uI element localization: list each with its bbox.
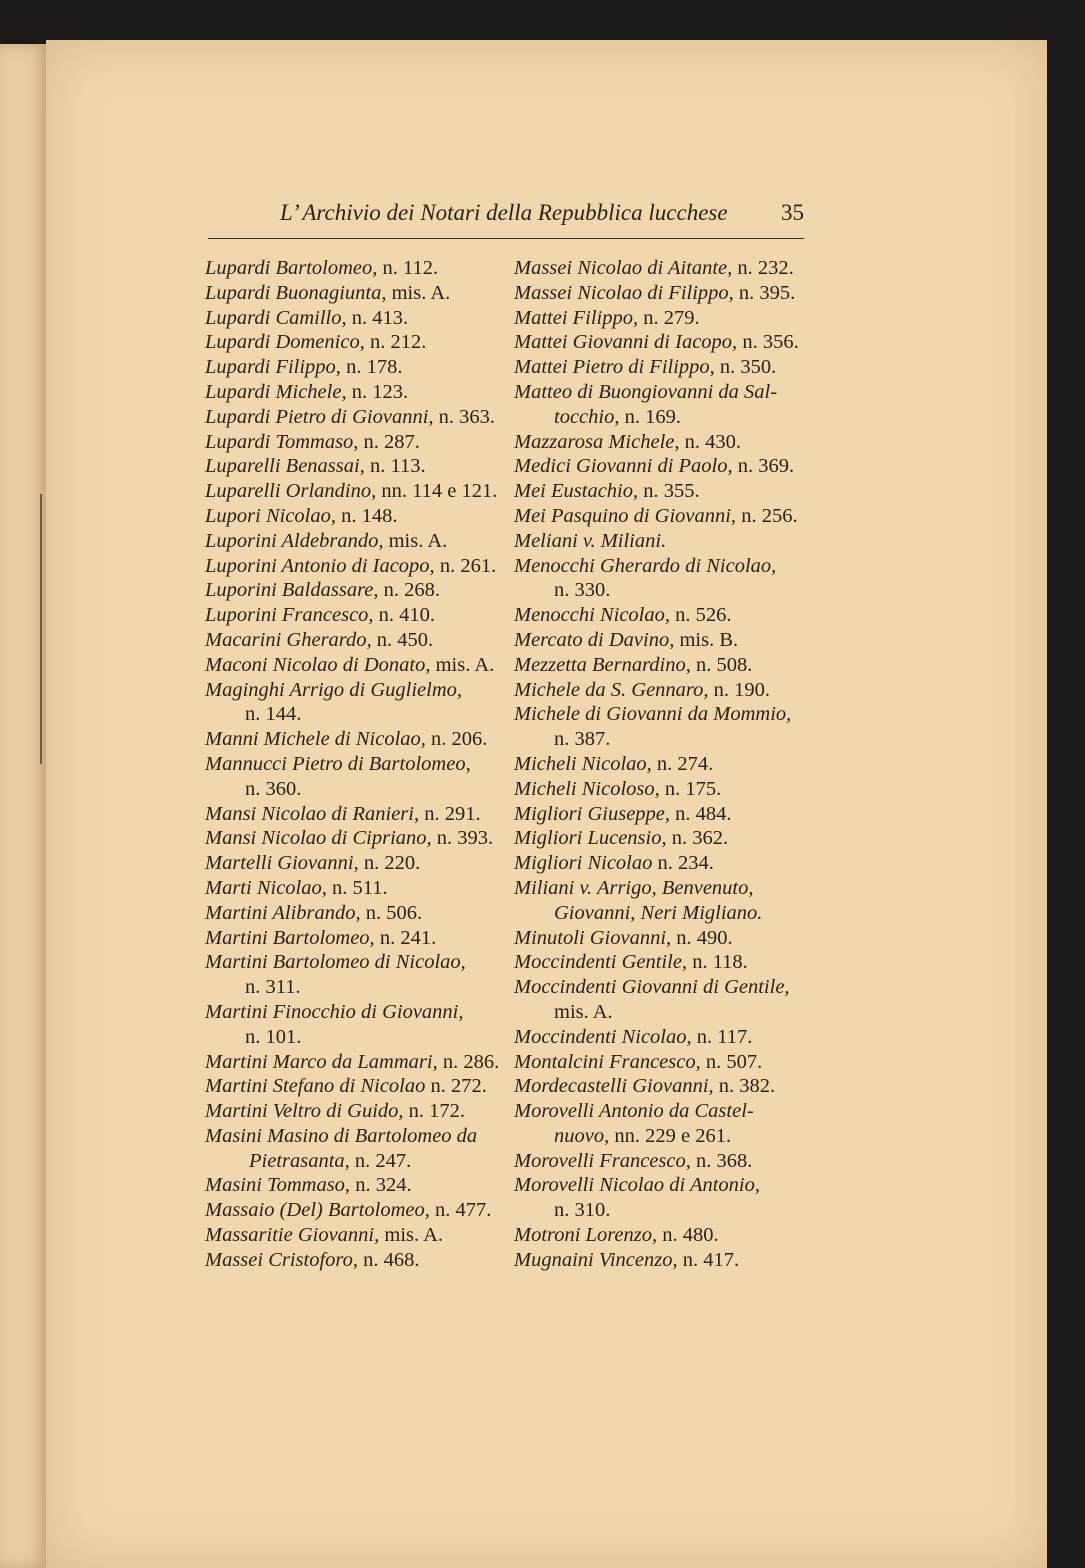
entry-reference: n. 310. [554,1199,611,1222]
index-entry [205,851,505,876]
index-entry [205,777,505,802]
entry-name: Mugnaini Vincenzo, [514,1248,678,1271]
index-entry [514,1000,814,1025]
index-entry [205,901,505,926]
index-entry [205,380,505,405]
index-entry [514,851,814,876]
index-entry [205,975,505,1000]
entry-name: Massei Nicolao di Filippo, [514,281,734,304]
index-entry [514,752,814,777]
entry-name: Martini Veltro di Guido, [205,1100,404,1123]
index-entry [514,901,814,926]
running-header [208,198,804,239]
index-entry [514,256,814,281]
entry-reference: mis. A. [379,1224,444,1247]
entry-reference: n. 175. [659,777,722,800]
index-entry [205,802,505,827]
index-entry [514,1074,814,1099]
entry-name: Mei Pasquino di Giovanni, [514,504,737,527]
entry-reference: n. 311. [245,976,301,999]
entry-reference: n. 356. [737,331,799,354]
entry-reference: n. 417. [677,1248,740,1271]
entry-name: Mattei Giovanni di Iacopo, [514,331,738,354]
index-entry [205,1099,505,1124]
index-entry [514,727,814,752]
entry-reference: n. 355. [638,480,700,503]
entry-reference: n. 363. [433,405,496,428]
entry-reference: n. 291. [419,802,481,825]
previous-page-edge [0,44,47,1568]
index-entry [205,405,505,430]
entry-reference: n. 368. [690,1149,753,1172]
entry-reference: n. 123. [346,380,409,403]
entry-reference: n. 178. [340,356,403,379]
index-entry [514,454,814,479]
index-entry [514,1173,814,1198]
entry-reference: mis. A. [430,653,495,676]
index-entry [205,752,505,777]
index-entry [205,355,505,380]
entry-reference: n. 508. [690,653,753,676]
entry-name: Menocchi Gherardo di Nicolao, [514,554,777,577]
entry-reference: n. 206. [425,728,488,751]
index-entry [514,777,814,802]
entry-name: Moccindenti Giovanni di Gentile, [514,976,790,999]
entry-reference: n. 256. [736,504,798,527]
entry-reference: n. 387. [554,728,611,751]
entry-name: Massei Nicolao di Aitante, [514,257,733,279]
entry-name: tocchio, [554,405,620,428]
entry-reference: n. 247. [349,1149,412,1172]
entry-reference: n. 362. [666,827,729,850]
index-entry [514,653,814,678]
entry-name: Mei Eustachio, [514,480,639,503]
entry-name: Mattei Pietro di Filippo, [514,356,715,379]
entry-reference: n. 490. [671,926,733,949]
index-entry [514,405,814,430]
index-entry [205,1025,505,1050]
entry-name: Masini Tommaso, [205,1174,351,1197]
entry-reference: n. 113. [364,455,426,478]
entry-name: Migliori Giuseppe, [514,802,671,825]
entry-name: Mordecastelli Giovanni, [514,1075,714,1098]
entry-name: Mezzetta Bernardino, [514,653,691,676]
entry-name: Luporini Aldebrando, [205,529,384,552]
entry-reference: n. 484. [670,802,732,825]
entry-reference: n. 234. [652,852,714,875]
entry-reference: n. 430. [679,430,741,453]
index-entry [514,1099,814,1124]
entry-name: Michele da S. Gennaro, [514,678,709,701]
index-entry [514,281,814,306]
entry-name: Meliani v. Miliani. [514,529,667,552]
entry-reference: n. 232. [732,257,794,279]
entry-name: Giovanni, Neri Migliano. [554,901,763,924]
entry-reference: n. 511. [326,876,388,899]
entry-reference: n. 330. [554,579,611,602]
index-entry [514,1124,814,1149]
entry-name: Miliani v. Arrigo, Benvenuto, [514,876,754,899]
entry-name: Lupardi Pietro di Giovanni, [205,405,434,428]
index-entry [514,330,814,355]
entry-name: Maconi Nicolao di Donato, [205,653,431,676]
entry-name: Luporini Francesco, [205,604,374,627]
index-column-left [205,256,505,1273]
index-entry [514,603,814,628]
index-entry [514,975,814,1000]
index-entry [514,628,814,653]
entry-reference: n. 117. [691,1025,753,1048]
index-entry [514,678,814,703]
entry-name: Lupardi Domenico, [205,331,365,354]
entry-reference: n. 286. [437,1050,500,1073]
index-entry [205,1050,505,1075]
entry-reference: n. 526. [669,604,732,627]
entry-name: Lupardi Camillo, [205,306,347,329]
index-entry [205,1248,505,1273]
entry-name: Mattei Filippo, [514,306,639,329]
entry-reference: n. 413. [346,306,409,329]
entry-name: Michele di Giovanni da Mommio, [514,703,792,726]
index-entry [205,330,505,355]
entry-name: Morovelli Antonio da Castel- [514,1100,754,1123]
entry-name: Luparelli Orlandino, [205,480,377,503]
entry-name: Luparelli Benassai, [205,455,365,478]
entry-name: Micheli Nicoloso, [514,777,660,800]
running-title: L’ Archivio dei Notari della Repubblica lucchese [280,200,728,225]
entry-name: Massei Cristoforo, [205,1248,359,1271]
entry-reference: n. 190. [708,678,771,701]
entry-name: Micheli Nicolao, [514,752,652,775]
entry-reference: n. 212. [364,331,427,354]
entry-reference: n. 382. [713,1075,776,1098]
index-entry [205,479,505,504]
entry-name: Lupardi Tommaso, [205,430,359,453]
entry-reference: n. 268. [378,579,441,602]
index-entry [205,504,505,529]
index-entry [514,1025,814,1050]
index-entry [205,653,505,678]
index-entry [205,727,505,752]
index-entry [205,281,505,306]
entry-name: Martini Marco da Lammari, [205,1050,438,1073]
entry-reference: n. 507. [700,1050,763,1073]
entry-reference: mis. A. [554,1000,613,1023]
entry-name: Mazzarosa Michele, [514,430,680,453]
binding-mark [40,494,42,764]
entry-reference: n. 148. [336,504,398,527]
entry-name: Moccindenti Gentile, [514,951,688,974]
index-entry [205,678,505,703]
index-entry [205,1124,505,1149]
entry-reference: n. 118. [687,951,748,974]
index-entry [205,306,505,331]
index-entry [205,1074,505,1099]
entry-name: Morovelli Francesco, [514,1149,691,1172]
index-entry [205,1149,505,1174]
entry-reference: nn. 114 e 121. [376,480,498,503]
entry-reference: n. 101. [245,1025,302,1048]
entry-reference: n. 112. [377,257,439,279]
entry-reference: n. 450. [371,628,434,651]
index-entry [514,1149,814,1174]
entry-name: Menocchi Nicolao, [514,604,670,627]
index-entry [205,950,505,975]
index-entry [514,802,814,827]
index-entry [514,876,814,901]
entry-name: Lupardi Filippo, [205,356,341,379]
index-entry [514,479,814,504]
index-entry [514,826,814,851]
entry-name: Maginghi Arrigo di Guglielmo, [205,678,463,701]
entry-name: Matteo di Buongiovanni da Sal- [514,380,778,403]
index-entry [205,926,505,951]
entry-name: Martini Alibrando, [205,901,361,924]
entry-name: Massaio (Del) Bartolomeo, [205,1199,430,1222]
index-entry [205,1223,505,1248]
entry-name: Mansi Nicolao di Cipriano, [205,827,432,850]
entry-reference: n. 287. [358,430,420,453]
entry-reference: n. 395. [733,281,796,304]
index-entry [205,529,505,554]
index-entry [205,578,505,603]
index-entry [514,1050,814,1075]
index-entry [205,454,505,479]
entry-name: Martelli Giovanni, [205,852,359,875]
index-entry [514,554,814,579]
entry-name: nuovo, [554,1124,610,1147]
entry-reference: n. 350. [714,356,777,379]
index-entry [205,256,505,281]
entry-name: Luporini Baldassare, [205,579,379,602]
index-entry [514,950,814,975]
index-entry [514,306,814,331]
index-entry [514,578,814,603]
index-entry [514,355,814,380]
index-entry [205,430,505,455]
entry-reference: mis. A. [386,281,451,304]
entry-reference: n. 274. [651,752,714,775]
entry-name: Moccindenti Nicolao, [514,1025,692,1048]
entry-name: Montalcini Francesco, [514,1050,701,1073]
entry-name: Lupardi Buonagiunta, [205,281,387,304]
index-entry [205,1198,505,1223]
index-entry [514,1223,814,1248]
entry-name: Pietrasanta, [249,1149,350,1172]
entry-name: Mansi Nicolao di Ranieri, [205,802,420,825]
entry-reference: n. 477. [429,1199,492,1222]
index-entry [514,926,814,951]
index-entry [514,380,814,405]
entry-name: Macarini Gherardo, [205,628,372,651]
index-entry [514,1248,814,1273]
entry-name: Martini Finocchio di Giovanni, [205,1000,464,1023]
entry-reference: n. 279. [638,306,700,329]
entry-name: Medici Giovanni di Paolo, [514,455,733,478]
index-entry [205,876,505,901]
index-entry [205,1173,505,1198]
entry-reference: n. 410. [373,604,436,627]
entry-name: Marti Nicolao, [205,876,327,899]
entry-reference: n. 468. [358,1248,420,1271]
entry-reference: n. 506. [360,901,423,924]
entry-name: Martini Stefano di Nicolao [205,1075,426,1098]
index-entry [205,826,505,851]
index-entry [514,702,814,727]
entry-name: Lupardi Bartolomeo, [205,257,378,279]
entry-name: Motroni Lorenzo, [514,1224,658,1247]
entry-reference: mis. A. [383,529,448,552]
entry-reference: n. 480. [657,1224,719,1247]
entry-reference: mis. B. [674,628,739,651]
index-entry [205,628,505,653]
entry-name: Mannucci Pietro di Bartolomeo, [205,752,471,775]
index-column-right [514,256,814,1273]
entry-name: Migliori Nicolao [514,852,653,875]
entry-name: Lupardi Michele, [205,380,347,403]
entry-reference: n. 220. [358,852,421,875]
index-entry [514,1198,814,1223]
entry-reference: n. 369. [732,455,795,478]
index-entry [205,702,505,727]
entry-reference: n. 144. [245,703,302,726]
index-entry [205,1000,505,1025]
page-number: 35 [781,200,804,225]
entry-name: Migliori Lucensio, [514,827,667,850]
entry-reference: n. 393. [431,827,494,850]
entry-reference: n. 360. [245,777,302,800]
index-entry [205,554,505,579]
entry-name: Martini Bartolomeo, [205,926,375,949]
entry-name: Morovelli Nicolao di Antonio, [514,1174,760,1197]
entry-name: Lupori Nicolao, [205,504,336,527]
entry-name: Massaritie Giovanni, [205,1224,380,1247]
entry-name: Martini Bartolomeo di Nicolao, [205,951,466,974]
entry-name: Luporini Antonio di Iacopo, [205,554,435,577]
entry-name: Manni Michele di Nicolao, [205,728,426,751]
index-entry [514,430,814,455]
entry-reference: nn. 229 e 261. [609,1124,732,1147]
index-entry [205,603,505,628]
entry-name: Minutoli Giovanni, [514,926,672,949]
entry-reference: n. 272. [425,1075,487,1098]
entry-reference: n. 261. [434,554,497,577]
entry-name: Mercato di Davino, [514,628,675,651]
entry-reference: n. 241. [374,926,437,949]
entry-name: Masini Masino di Bartolomeo da [205,1124,478,1147]
index-entry [514,504,814,529]
entry-reference: n. 172. [403,1100,466,1123]
index-entry [514,529,814,554]
entry-reference: n. 324. [350,1174,412,1197]
entry-reference: n. 169. [619,405,681,428]
